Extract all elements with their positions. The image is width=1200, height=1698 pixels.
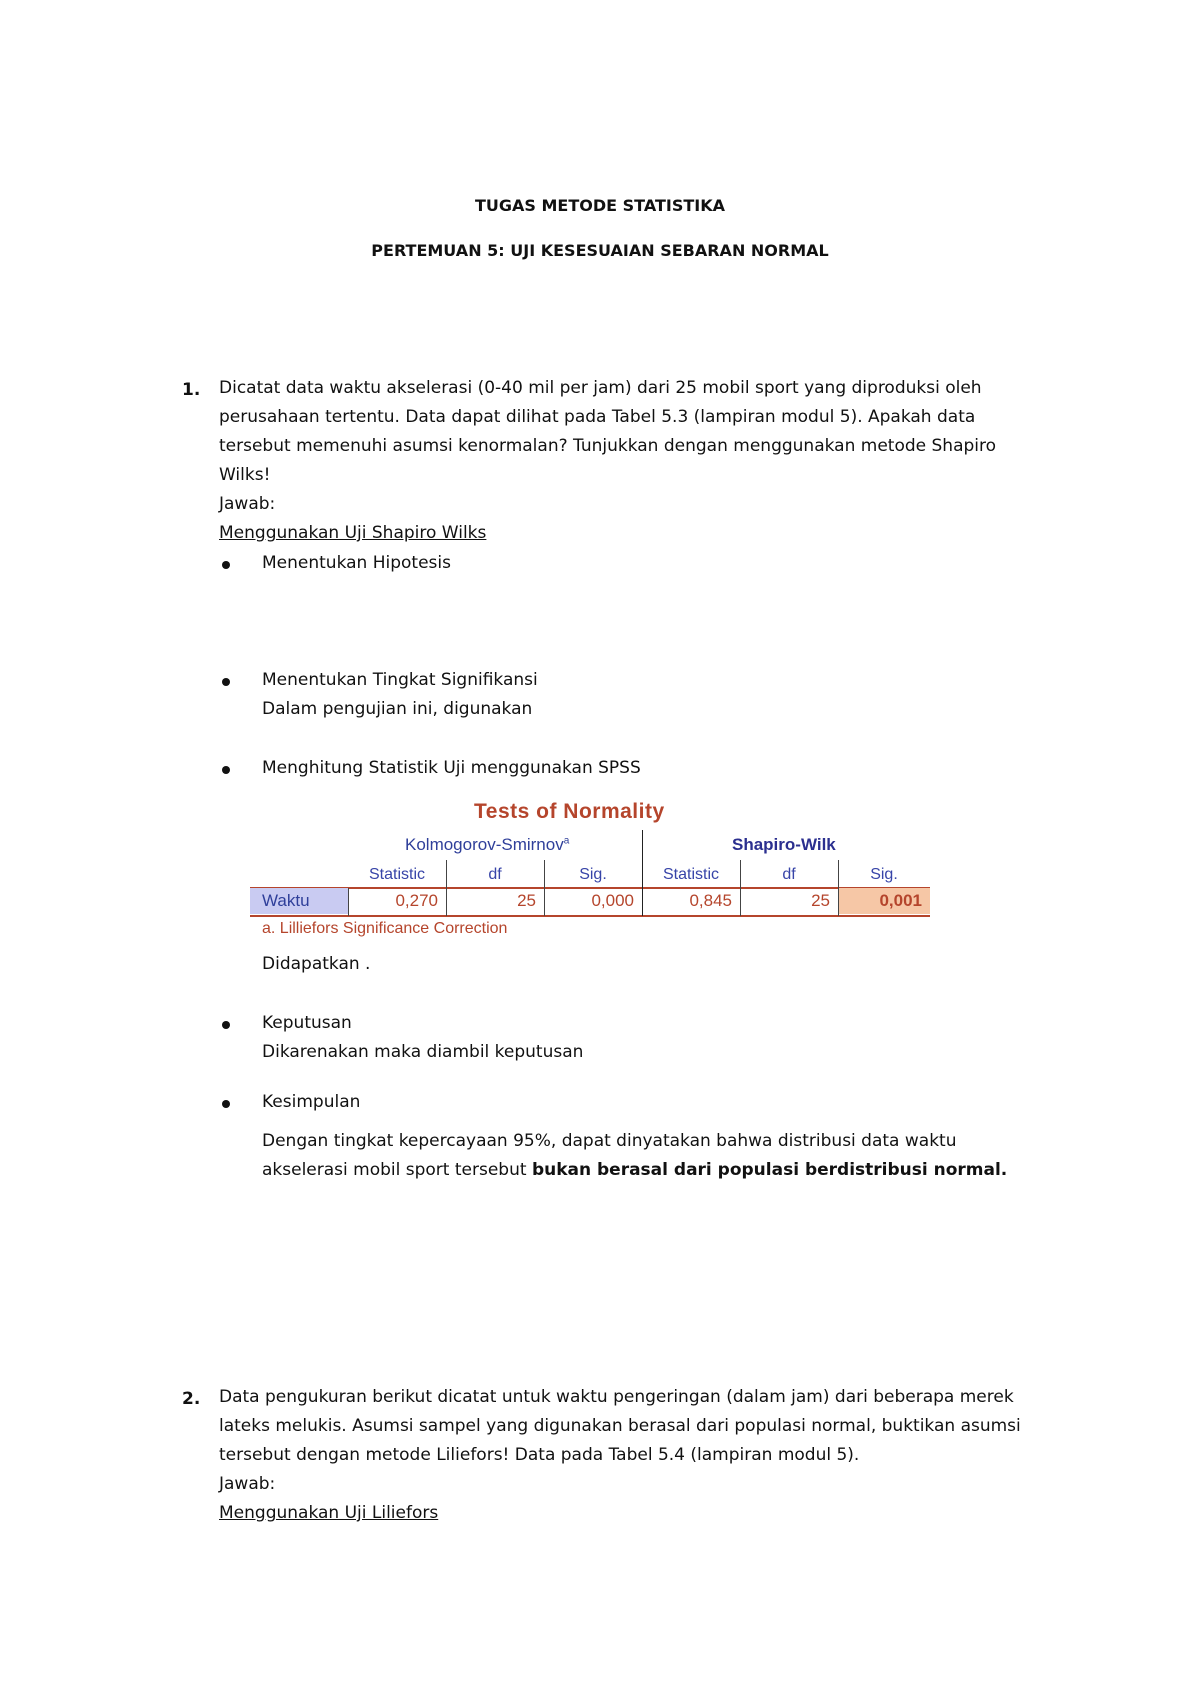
method-label-2: Menggunakan Uji Liliefors: [219, 1503, 439, 1523]
document-subtitle: PERTEMUAN 5: UJI KESESUAIAN SEBARAN NORMAL: [371, 241, 829, 260]
table-rule-bottom: [250, 915, 930, 917]
document-title: TUGAS METODE STATISTIKA: [474, 196, 726, 215]
step-keputusan: Keputusan: [262, 1013, 352, 1033]
header-ks-statistic: Statistic: [368, 866, 425, 883]
cell-ks-df: 25: [517, 891, 536, 910]
step-statistik-uji: Menghitung Statistik Uji menggunakan SPSS: [262, 758, 641, 778]
step-kesimpulan: Kesimpulan: [262, 1092, 361, 1112]
question-1-line-1: Dicatat data waktu akselerasi (0-40 mil per jam) dari 25 mobil sport yang diproduksi oleh: [219, 378, 982, 398]
bullet-icon: [222, 561, 230, 569]
step-hipotesis: Menentukan Hipotesis: [262, 553, 451, 573]
bullet-icon: [222, 1021, 230, 1029]
cell-sw-df: 25: [811, 891, 830, 910]
header-ks-sig: Sig.: [579, 866, 607, 883]
question-1-line-2: perusahaan tertentu. Data dapat dilihat pada Tabel 5.3 (lampiran modul 5). Apakah data: [219, 407, 976, 427]
question-1-line-4: Wilks!: [219, 465, 271, 485]
result-text: Didapatkan .: [262, 954, 371, 974]
cell-ks-sig: 0,000: [591, 891, 634, 910]
question-2-number: 2.: [182, 1389, 201, 1409]
question-2-line-1: Data pengukuran berikut dicatat untuk waktu pengeringan (dalam jam) dari beberapa merek: [219, 1387, 1014, 1407]
group-header-sw: Shapiro-Wilk: [732, 835, 836, 854]
column-divider: [446, 860, 447, 916]
step-keputusan-text: Dikarenakan maka diambil keputusan: [262, 1042, 584, 1062]
table-footnote: a. Lilliefors Significance Correction: [262, 920, 508, 937]
answer-label-2: Jawab:: [219, 1474, 276, 1494]
header-ks-df: df: [488, 866, 502, 883]
column-divider: [544, 860, 545, 916]
question-1-number: 1.: [182, 380, 201, 400]
group-header-ks: Kolmogorov-Smirnov$^a$: [405, 835, 570, 854]
header-sw-statistic: Statistic: [662, 866, 719, 883]
cell-ks-statistic: 0,270: [395, 891, 438, 910]
row-label-waktu: Waktu: [250, 888, 348, 914]
question-2-line-3: tersebut dengan metode Liliefors! Data pada Tabel 5.4 (lampiran modul 5).: [219, 1445, 860, 1465]
group-divider: [642, 830, 643, 916]
kesimpulan-line-1: Dengan tingkat kepercayaan 95%, dapat dinyatakan bahwa distribusi data waktu: [262, 1131, 957, 1151]
spss-normality-table: [250, 800, 930, 940]
column-divider: [740, 860, 741, 916]
method-label-1: Menggunakan Uji Shapiro Wilks: [219, 523, 487, 543]
step-signifikansi-text: Dalam pengujian ini, digunakan: [262, 699, 533, 719]
bullet-icon: [222, 678, 230, 686]
cell-sw-sig: 0,001: [838, 888, 930, 914]
cell-sw-statistic: 0,845: [689, 891, 732, 910]
column-divider: [348, 888, 349, 916]
answer-label-1: Jawab:: [219, 494, 276, 514]
step-signifikansi: Menentukan Tingkat Signifikansi: [262, 670, 538, 690]
bullet-icon: [222, 766, 230, 774]
column-divider: [838, 860, 839, 916]
question-1-line-3: tersebut memenuhi asumsi kenormalan? Tunjukkan dengan menggunakan metode Shapiro: [219, 436, 997, 456]
bullet-icon: [222, 1100, 230, 1108]
question-2-line-2: lateks melukis. Asumsi sampel yang digunakan berasal dari populasi normal, buktikan asumsi: [219, 1416, 1021, 1436]
kesimpulan-line-2: akselerasi mobil sport tersebut bukan berasal dari populasi berdistribusi normal.: [262, 1160, 1008, 1180]
header-sw-df: df: [782, 866, 796, 883]
header-sw-sig: Sig.: [870, 866, 898, 883]
table-title: Tests of Normality: [474, 800, 665, 823]
